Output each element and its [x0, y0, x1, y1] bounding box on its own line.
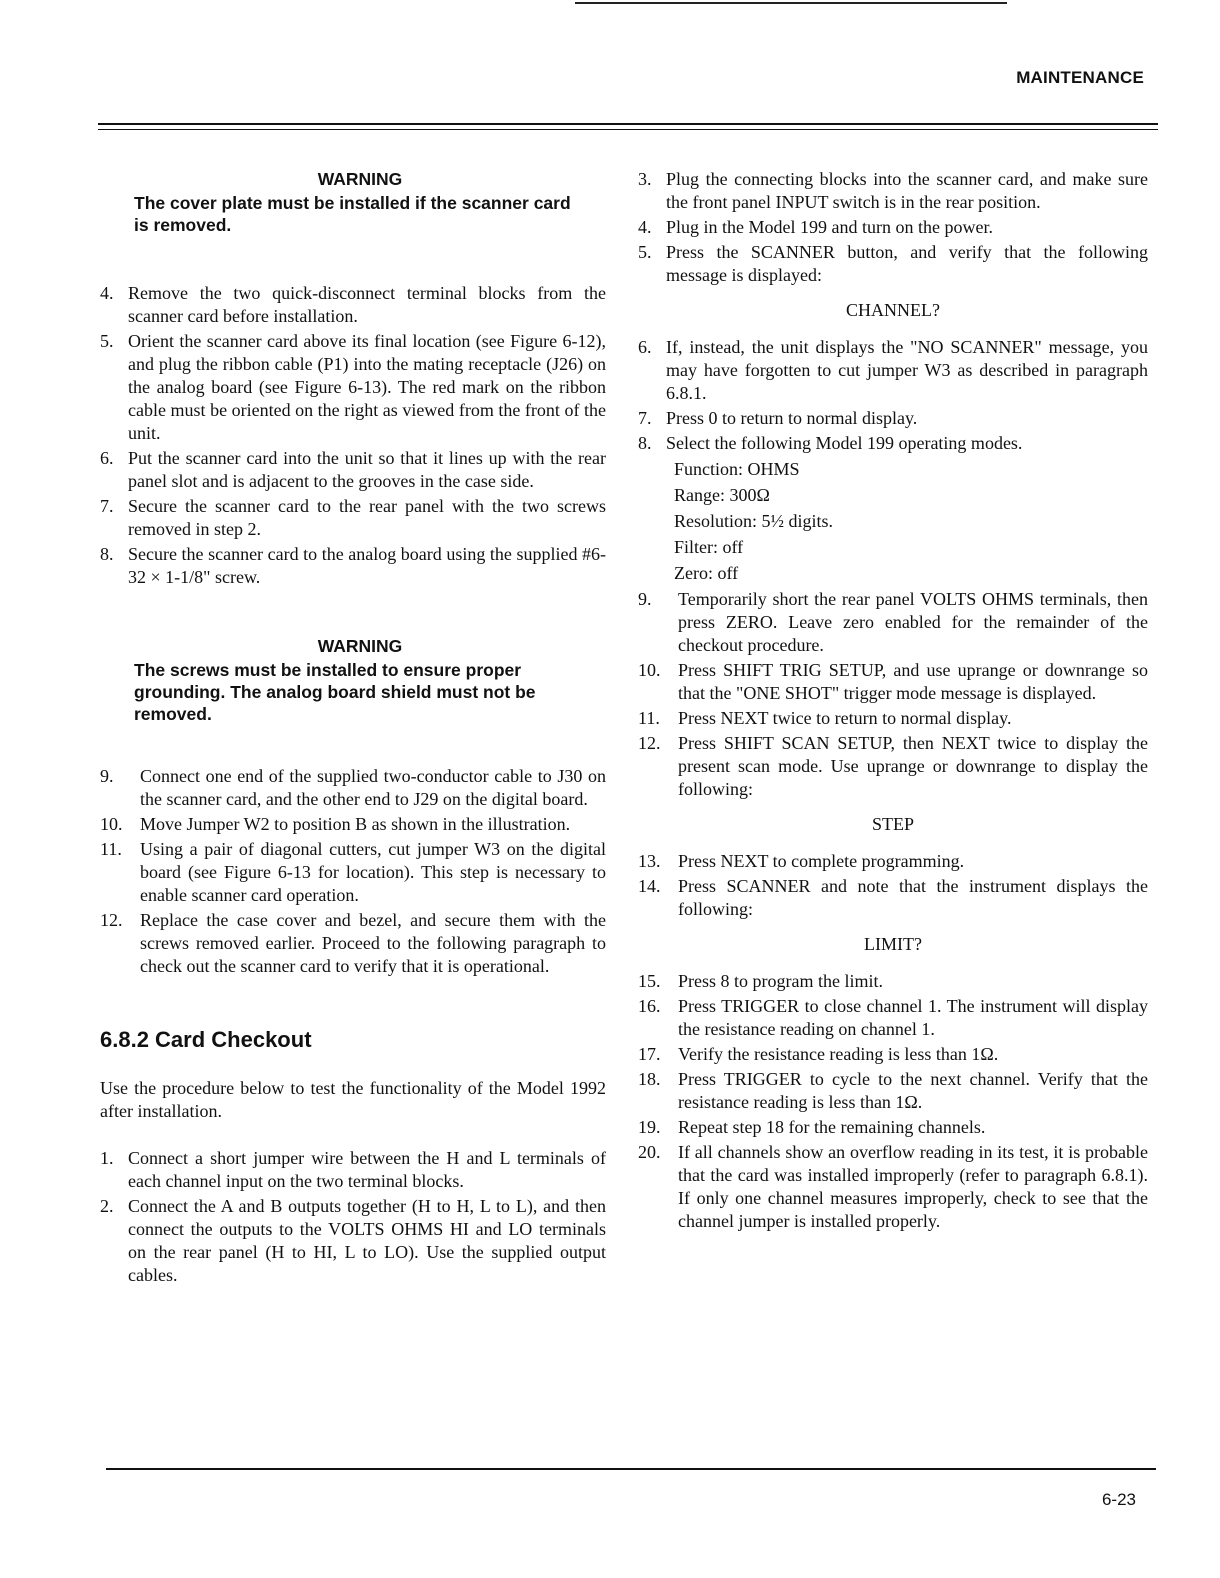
list-item: 12. Replace the case cover and bezel, and secure them with the screws removed earlier. Proceed to the following paragraph to check out the scanner card to verify that it is operational. — [100, 910, 606, 976]
list-item: 5. Orient the scanner card above its final location (see Figure 6-12), and plug the ribbon cable (P1) into the mating receptacle (J26) on the analog board (see Figure 6-13). The red mark on the ribbon cable must be oriented on the right as viewed from the front of the unit. — [100, 331, 606, 443]
warning-text: The screws must be installed to ensure proper grounding. The analog board shield must not be removed. — [134, 660, 536, 724]
right-column — [638, 168, 1148, 1235]
list-item: 7. Press 0 to return to normal display. — [638, 408, 918, 428]
mode-line: Resolution: 5½ digits. — [674, 511, 834, 531]
warning-text: The cover plate must be installed if the scanner card is removed. — [134, 193, 571, 235]
list-item: 10. Press SHIFT TRIG SETUP, and use uprange or downrange so that the "ONE SHOT" trigger mode message is displayed. — [638, 660, 1148, 703]
display-message-channel: CHANNEL? — [846, 300, 940, 320]
list-item: 15. Press 8 to program the limit. — [638, 971, 883, 991]
list-item: 20. If all channels show an overflow reading in its test, it is probable that the card was installed improperly (refer to paragraph 6.8.1). If only one channel measures improperly, check to see that the channel jumper is installed properly. — [638, 1142, 1148, 1231]
checkout-steps-1-2 — [100, 1147, 606, 1287]
list-item: 8. Secure the scanner card to the analog board using the supplied #6-32 × 1-1/8" screw. — [100, 544, 606, 587]
header-rule-secondary — [98, 129, 1158, 130]
warning-title: WARNING — [317, 636, 403, 656]
checkout-steps-6-8 — [638, 336, 1148, 455]
list-item: 16. Press TRIGGER to close channel 1. The instrument will display the resistance reading on channel 1. — [638, 996, 1148, 1039]
list-item: 12. Press SHIFT SCAN SETUP, then NEXT twice to display the present scan mode. Use uprange or downrange to display the following: — [638, 733, 1148, 799]
page-number: 6-23 — [1101, 1490, 1136, 1509]
mode-line: Zero: off — [674, 563, 739, 583]
left-column — [100, 168, 606, 1289]
list-item: 14. Press SCANNER and note that the instrument displays the following: — [638, 876, 1148, 919]
display-message-limit: LIMIT? — [864, 934, 922, 954]
checkout-steps-3-5 — [638, 168, 1148, 287]
section-heading-card-checkout: 6.8.2 Card Checkout — [100, 1027, 312, 1052]
list-item: 10. Move Jumper W2 to position B as shown in the illustration. — [100, 814, 571, 834]
list-item: 9. Connect one end of the supplied two-conductor cable to J30 on the scanner card, and the other end to J29 on the digital board. — [100, 766, 606, 809]
checkout-steps-13-14 — [638, 850, 1148, 921]
list-item: 11. Press NEXT twice to return to normal display. — [638, 708, 1012, 728]
warning-box-cover-plate — [100, 168, 606, 236]
list-item: 17. Verify the resistance reading is less than 1Ω. — [638, 1044, 999, 1064]
install-steps-4-8 — [100, 282, 606, 589]
list-item: 11. Using a pair of diagonal cutters, cut jumper W3 on the digital board (see Figure 6-13 for location). This step is necessary to enable scanner card operation. — [100, 839, 606, 905]
list-item: 2. Connect the A and B outputs together (H to H, L to L), and then connect the outputs to the VOLTS OHMS HI and LO terminals on the rear panel (H to HI, L to LO). Use the supplied output cables. — [100, 1196, 606, 1285]
top-edge-rule — [575, 2, 1007, 4]
list-item: 6. Put the scanner card into the unit so that it lines up with the rear panel slot and is adjacent to the grooves in the case side. — [100, 448, 606, 491]
checkout-steps-15-20 — [638, 970, 1148, 1233]
list-item: 19. Repeat step 18 for the remaining channels. — [638, 1117, 986, 1137]
display-message-step: STEP — [871, 814, 914, 834]
list-item: 7. Secure the scanner card to the rear panel with the two screws removed in step 2. — [100, 496, 606, 539]
footer-rule — [106, 1468, 1156, 1470]
mode-line: Function: OHMS — [674, 459, 800, 479]
operating-modes-list — [638, 458, 1148, 585]
header-rule — [98, 123, 1158, 125]
checkout-steps-9-12 — [638, 588, 1148, 801]
warning-title: WARNING — [317, 169, 403, 189]
mode-line: Filter: off — [674, 537, 744, 557]
list-item: 4. Plug in the Model 199 and turn on the power. — [638, 217, 993, 237]
list-item: 4. Remove the two quick-disconnect terminal blocks from the scanner card before installation. — [100, 283, 606, 326]
install-steps-9-12 — [100, 765, 606, 978]
list-item: 6. If, instead, the unit displays the "NO SCANNER" message, you may have forgotten to cut jumper W3 as described in paragraph 6.8.1. — [638, 337, 1148, 403]
list-item: 5. Press the SCANNER button, and verify that the following message is displayed: — [638, 242, 1148, 285]
list-item: 13. Press NEXT to complete programming. — [638, 851, 965, 871]
list-item: 18. Press TRIGGER to cycle to the next channel. Verify that the resistance reading is less than 1Ω. — [638, 1069, 1148, 1112]
warning-box-screws — [100, 635, 606, 725]
list-item: 3. Plug the connecting blocks into the scanner card, and make sure the front panel INPUT switch is in the rear position. — [638, 169, 1148, 212]
list-item: 8. Select the following Model 199 operating modes. — [638, 433, 1023, 453]
list-item: 9. Temporarily short the rear panel VOLTS OHMS terminals, then press ZERO. Leave zero enabled for the remainder of the checkout procedure. — [638, 589, 1148, 655]
intro-paragraph: Use the procedure below to test the functionality of the Model 1992 after installation. — [100, 1078, 606, 1121]
section-header: MAINTENANCE — [1016, 68, 1144, 87]
list-item: 1. Connect a short jumper wire between the H and L terminals of each channel input on the two terminal blocks. — [100, 1148, 606, 1191]
mode-line: Range: 300Ω — [674, 485, 770, 505]
